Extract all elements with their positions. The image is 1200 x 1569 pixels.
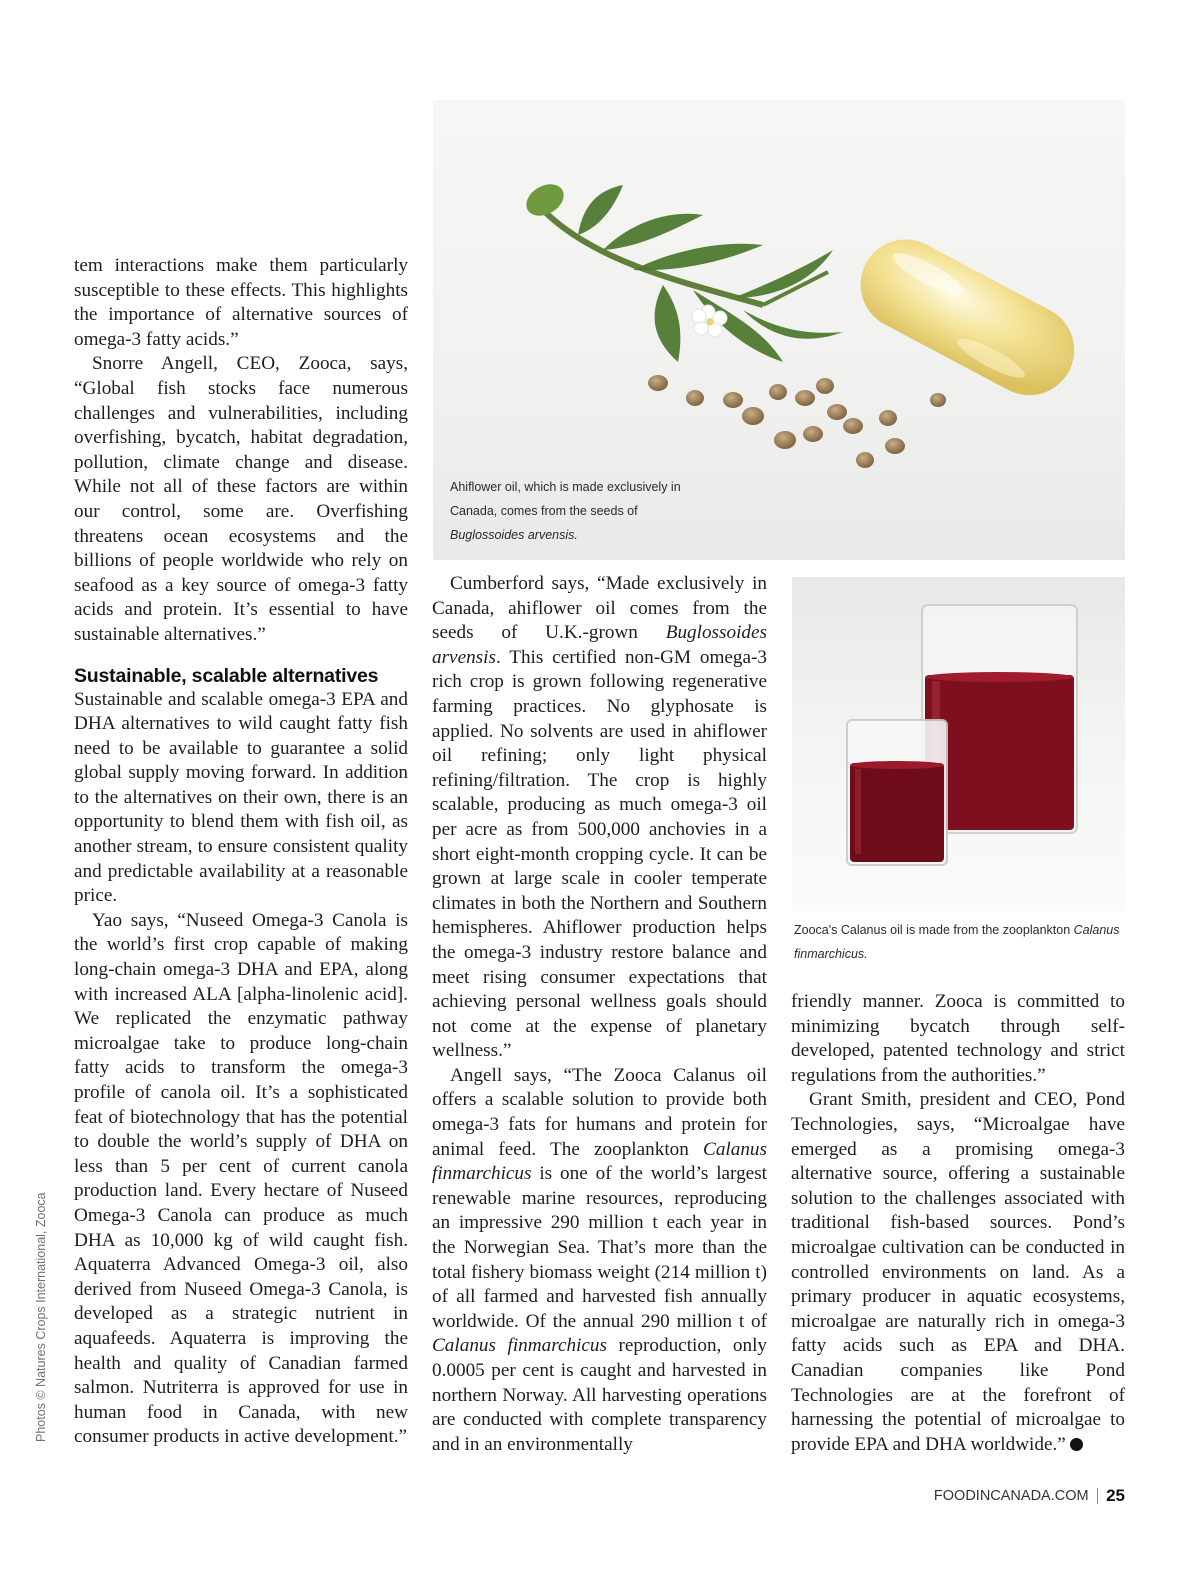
photo-credit: Photos © Natures Crops International, Zooca	[34, 1192, 48, 1442]
paragraph: Cumberford says, “Made exclusively in Canada, ahiflower oil comes from the seeds of U.K.-grown Buglossoides arvensis. This certified non-GM omega-3 rich crop is grown following regenerative farming practices. No glyphosate is applied. No solvents are used in ahiflower oil refining; only light physical refining/filtration. The crop is highly scalable, producing as much omega-3 oil per acre as from 500,000 anchovies in a short eight-month cropping cycle. It can be grown at large scale in cooler temperate climates in both the Northern and Southern hemispheres. Ahiflower production helps the omega-3 industry restore balance and meet rising consumer expectations that achieving personal wellness goals should not come at the expense of planetary wellness.”	[432, 573, 767, 1062]
paragraph: Sustainable and scalable omega-3 EPA and DHA alternatives to wild caught fatty fish need to be available to guarantee a solid global supply moving forward. In addition to the alternatives on their own, there is an opportunity to blend them with fish oil, as another stream, to ensure consistent quality and predictable availability at a reasonable price.	[74, 688, 408, 907]
article-column-2	[432, 572, 767, 1457]
section-heading: Sustainable, scalable alternatives	[74, 664, 379, 687]
paragraph: Snorre Angell, CEO, Zooca, says, “Global fish stocks face numerous challenges and vulnerabilities, including overfishing, bycatch, habitat degradation, pollution, climate change and disease. While not all of these factors are within our control, some are. Overfishing threatens ocean ecosystems and the billions of people worldwide who rely on seafood as a key source of omega-3 fatty acids and protein. It’s essential to have sustainable alternatives.”	[74, 353, 408, 645]
calanus-oil-illustration	[792, 577, 1125, 912]
photo2-caption: Zooca's Calanus oil is made from the zooplankton Calanus finmarchicus.	[794, 923, 1120, 961]
article-column-1	[74, 254, 408, 1450]
article-column-3	[791, 990, 1125, 1457]
paragraph: friendly manner. Zooca is committed to minimizing bycatch through self-developed, patented technology and strict regulations from the authorities.”	[791, 991, 1125, 1086]
paragraph: Grant Smith, president and CEO, Pond Technologies, says, “Microalgae have emerged as a promising omega-3 alternative source, offering a sustainable solution to the challenges associated with traditional fish-based sources. Pond’s microalgae cultivation can be conducted in controlled environments on land. As a primary producer in aquatic ecosystems, microalgae are naturally rich in omega-3 fatty acids such as EPA and DHA. Canadian companies like Pond Technologies are at the forefront of harnessing the potential of microalgae to provide EPA and DHA worldwide.”	[791, 1089, 1125, 1455]
paragraph: Angell says, “The Zooca Calanus oil offers a scalable solution to provide both omega-3 fats for humans and protein for animal feed. The zooplankton Calanus finmarchicus is one of the world’s largest renewable marine resources, reproducing an impressive 290 million t each year in the Norwegian Sea. That’s more than the total fishery biomass weight (214 million t) of all farmed and harvested fish annually worldwide. Of the annual 290 million t of Calanus finmarchicus reproduction, only 0.0005 per cent is caught and harvested in northern Norway. All harvesting operations are conducted with complete transparency and in an environmentally	[432, 1064, 767, 1455]
page-number: 25	[1106, 1486, 1125, 1505]
end-mark-icon	[1070, 1438, 1083, 1451]
photo1-caption: Ahiflower oil, which is made exclusively in Canada, comes from the seeds of Buglossoides arvensis.	[450, 480, 681, 542]
calanus-oil-photo	[792, 577, 1125, 912]
paragraph: tem interactions make them particularly susceptible to these effects. This highlights the importance of alternative sources of omega-3 fatty acids.”	[74, 255, 408, 350]
paragraph: Yao says, “Nuseed Omega-3 Canola is the world’s first crop capable of making long-chain omega-3 DHA and EPA, along with increased ALA [alpha-linolenic acid]. We replicated the enzymatic pathway microalgae take to produce long-chain fatty acids to transform the omega-3 profile of canola oil. It’s a sophisticated feat of biotechnology that has the potential to double the world’s supply of DHA on less than 5 per cent of current canola production land. Every hectare of Nuseed Omega-3 Canola can produce as much DHA as 10,000 kg of wild caught fish. Aquaterra Advanced Omega-3 oil, also derived from Nuseed Omega-3 Canola, is developed as a strategic nutrient in aquafeeds. Aquaterra is improving the health and quality of Canadian farmed salmon. Nutriterra is approved for use in human food in Canada, with new consumer products in active development.”	[74, 909, 408, 1448]
site-name: FOODINCANADA.COM	[933, 1488, 1089, 1504]
page-footer	[934, 1486, 1125, 1506]
footer-divider	[1097, 1488, 1099, 1504]
